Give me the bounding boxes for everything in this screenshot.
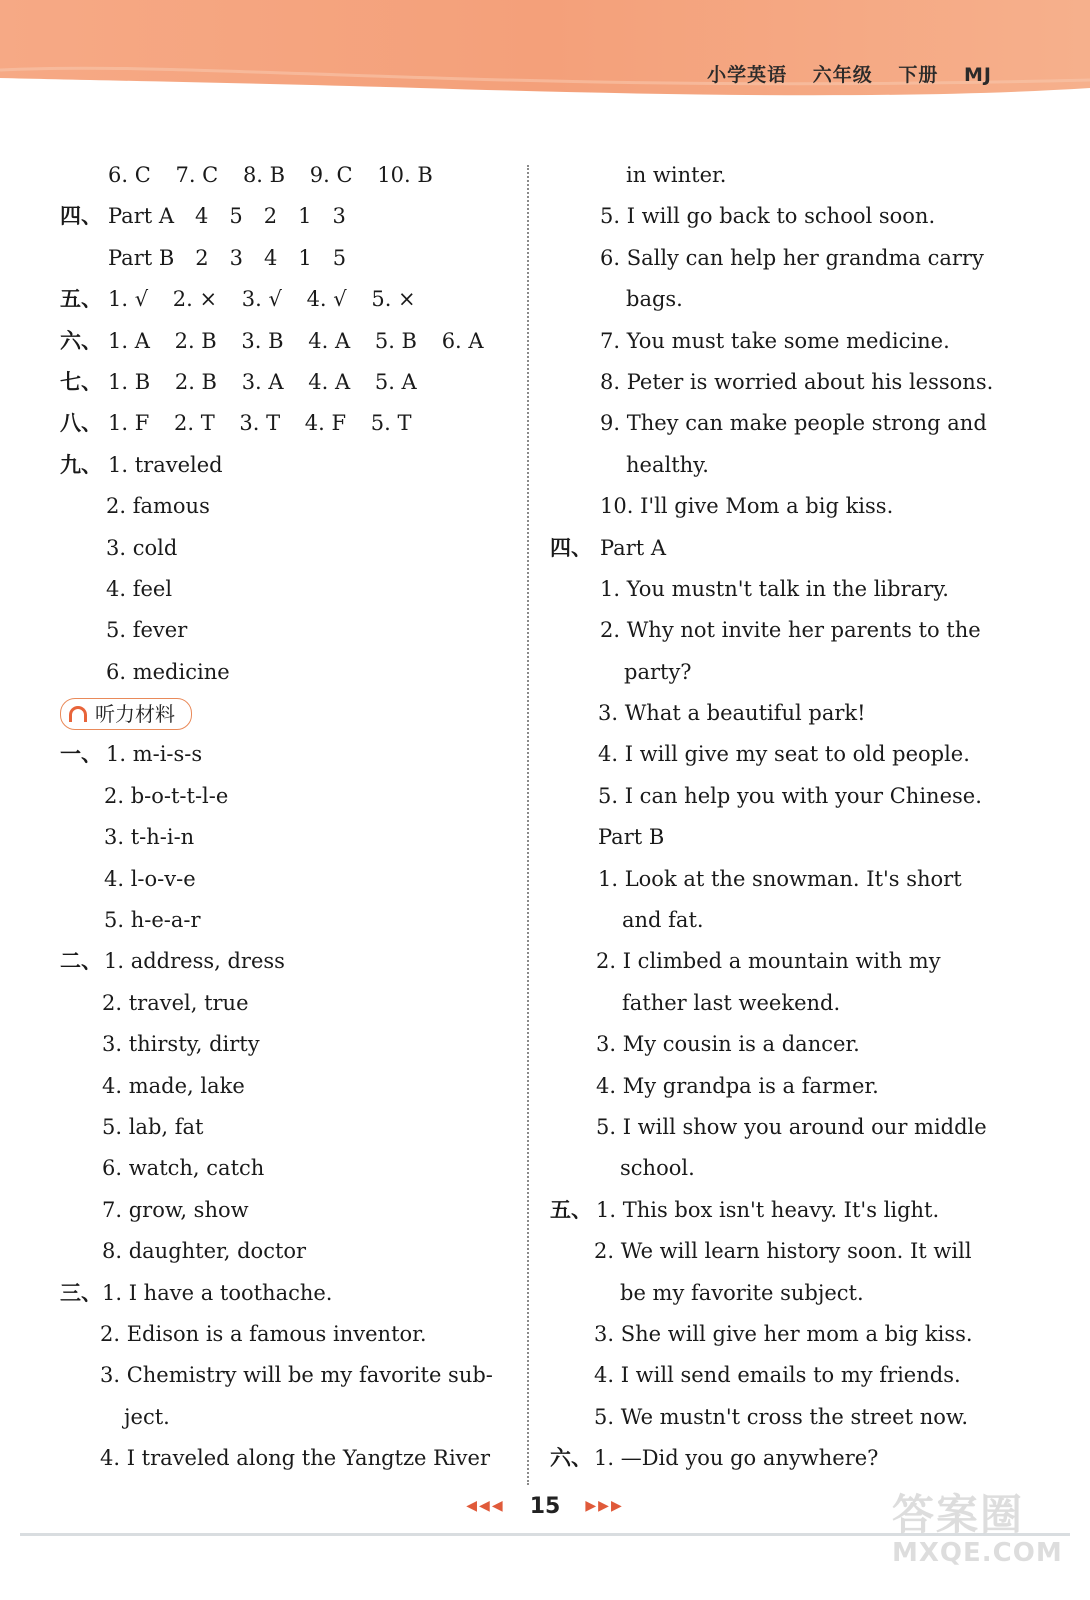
- part-label: Part A: [108, 204, 175, 229]
- answer-item: 3. B: [241, 328, 284, 353]
- answer-item: 8. Peter is worried about his lessons.: [600, 369, 994, 394]
- answer-row: [550, 486, 1000, 527]
- answer-row: [550, 734, 1000, 775]
- answer-item: 4. F: [304, 411, 347, 436]
- watermark-logo: 答案圈: [892, 1490, 1025, 1539]
- headphones-icon: [69, 706, 87, 722]
- answer-item: 3. She will give her mom a big kiss.: [594, 1321, 973, 1346]
- answer-row: [60, 1355, 510, 1396]
- answer-row: [550, 362, 1000, 403]
- answer-item: 1. Look at the snowman. It's short: [598, 866, 962, 891]
- answer-row: [60, 238, 510, 279]
- answer-item: 5. B: [374, 328, 417, 353]
- answer-item: 3. A: [241, 369, 284, 394]
- section-label: 五、: [550, 1197, 592, 1222]
- answer-item: 2. I climbed a mountain with my: [596, 949, 941, 974]
- answer-row: [550, 445, 1000, 486]
- answer-item: 6. A: [441, 328, 484, 353]
- answer-item: 8. daughter, doctor: [102, 1239, 307, 1264]
- header-volume: 下册: [898, 64, 939, 86]
- header-title: [689, 60, 992, 87]
- answer-row: [550, 1314, 1000, 1355]
- answer-item: 1. √: [108, 287, 149, 312]
- column-divider: [527, 165, 529, 1485]
- answer-item: 4. l-o-v-e: [104, 866, 196, 891]
- answer-row: [60, 155, 510, 196]
- answer-item: 3. Chemistry will be my favorite sub-: [100, 1363, 493, 1388]
- answer-item: 10. I'll give Mom a big kiss.: [600, 494, 894, 519]
- part-label: Part B: [108, 245, 175, 270]
- answer-row: [550, 776, 1000, 817]
- listening-section-header: [60, 693, 510, 734]
- section-label: 五、: [60, 287, 102, 312]
- answer-item: in winter.: [626, 163, 727, 187]
- answer-row: [550, 1024, 1000, 1065]
- answer-item: healthy.: [626, 452, 709, 477]
- answer-row: [60, 1148, 510, 1189]
- answer-item: 2. ×: [172, 287, 218, 312]
- answer-row: [60, 1438, 510, 1479]
- answer-item: 5. I will go back to school soon.: [600, 204, 936, 229]
- answer-row: [60, 941, 510, 982]
- answer-row: [60, 1190, 510, 1231]
- answer-row: [60, 1231, 510, 1272]
- answer-row: [60, 1024, 510, 1065]
- answer-item: 1. F: [108, 411, 150, 436]
- answer-item: 6. Sally can help her grandma carry: [600, 245, 984, 270]
- answer-row: [60, 486, 510, 527]
- section-label: 八、: [60, 411, 102, 436]
- left-arrows-icon: ◀◀◀: [466, 1498, 505, 1514]
- answer-item: 4. √: [306, 287, 347, 312]
- answer-item: 1. I have a toothache.: [102, 1280, 333, 1305]
- answer-item: father last weekend.: [622, 990, 841, 1015]
- header-band: [0, 0, 1090, 110]
- answer-item: 4. made, lake: [102, 1073, 245, 1098]
- answer-item: 6. medicine: [106, 659, 230, 684]
- left-column: [60, 155, 510, 1480]
- answer-item: 5. T: [370, 411, 412, 436]
- answer-item: 2. Why not invite her parents to the: [600, 618, 981, 643]
- section-label: 七、: [60, 369, 102, 394]
- answer-item: 4. My grandpa is a farmer.: [596, 1073, 879, 1098]
- answer-item: 8. B: [242, 163, 286, 187]
- answer-row: [550, 983, 1000, 1024]
- answer-row: [60, 1397, 510, 1438]
- answer-item: be my favorite subject.: [620, 1280, 864, 1305]
- listening-tag: [60, 698, 192, 730]
- answer-row: [550, 859, 1000, 900]
- answer-row: [60, 445, 510, 486]
- answer-row: [550, 1190, 1000, 1231]
- answer-item: 1. You mustn't talk in the library.: [600, 576, 949, 601]
- answer-item: 4. A: [308, 369, 351, 394]
- answer-item: 3. thirsty, dirty: [102, 1032, 260, 1057]
- header-edition: MJ: [964, 64, 992, 86]
- answer-item: 5. lab, fat: [102, 1114, 204, 1139]
- answer-row: [60, 1066, 510, 1107]
- answer-item: 9. C: [309, 163, 353, 187]
- answer-item: 3. What a beautiful park!: [598, 701, 866, 726]
- answer-row: [550, 1397, 1000, 1438]
- answer-row: [550, 1066, 1000, 1107]
- answer-row: [60, 817, 510, 858]
- answer-row: [60, 734, 510, 775]
- answer-item: 3. cold: [106, 535, 178, 560]
- answer-item: 1. A: [108, 328, 150, 353]
- section-label: 六、: [60, 328, 102, 353]
- answer-row: [60, 279, 510, 320]
- header-grade: 六年级: [812, 64, 873, 86]
- answer-row: [60, 569, 510, 610]
- answer-item: 5. I can help you with your Chinese.: [598, 783, 982, 808]
- part-label: Part A: [600, 535, 667, 560]
- answer-row: [550, 155, 1000, 196]
- answer-row: [550, 238, 1000, 279]
- answer-row: [60, 196, 510, 237]
- answer-item: 4. I will give my seat to old people.: [598, 742, 970, 767]
- answer-row: [550, 321, 1000, 362]
- answer-row: [60, 900, 510, 941]
- answer-row: [550, 1273, 1000, 1314]
- section-label: 九、: [60, 452, 102, 477]
- answer-row: [60, 652, 510, 693]
- answer-item: 3. √: [241, 287, 282, 312]
- answer-row: [60, 610, 510, 651]
- answer-item: 5. h-e-a-r: [104, 908, 201, 933]
- answer-row: [550, 610, 1000, 651]
- answer-item: 10. B: [377, 163, 433, 187]
- answer-item: 3. t-h-i-n: [104, 825, 195, 850]
- answer-row: [60, 859, 510, 900]
- answer-item: 2. Edison is a famous inventor.: [100, 1321, 427, 1346]
- answer-item: 2. travel, true: [102, 990, 249, 1015]
- listening-tag-label: 听力材料: [95, 702, 175, 727]
- answer-item: 5. ×: [371, 287, 416, 312]
- watermark: [892, 1482, 1062, 1580]
- answer-item: 2. B: [174, 369, 217, 394]
- answer-row: [550, 1231, 1000, 1272]
- answer-row: [60, 776, 510, 817]
- right-column: [550, 155, 1000, 1480]
- answer-item: 1. This box isn't heavy. It's light.: [596, 1197, 940, 1222]
- answer-item: 3. T: [239, 411, 281, 436]
- answer-row: [550, 1438, 1000, 1479]
- answer-row: [550, 900, 1000, 941]
- answer-row: [60, 362, 510, 403]
- answer-item: 7. You must take some medicine.: [600, 328, 950, 353]
- answer-item: 6. watch, catch: [102, 1156, 265, 1181]
- answer-item: 1. traveled: [108, 452, 223, 477]
- answer-item: school.: [620, 1156, 695, 1181]
- answer-item: 2. famous: [106, 494, 210, 519]
- answer-row: [60, 983, 510, 1024]
- section-label: 三、: [60, 1280, 102, 1305]
- answer-item: 7. C: [175, 163, 219, 187]
- answer-item: 4. A: [308, 328, 351, 353]
- answer-row: [60, 528, 510, 569]
- section-label: 一、: [60, 742, 102, 767]
- header-subject: 小学英语: [707, 64, 788, 86]
- answer-row: [550, 652, 1000, 693]
- answer-row: [60, 1273, 510, 1314]
- part-label: Part B: [598, 825, 665, 850]
- answer-item: 2. b-o-t-t-l-e: [104, 783, 229, 808]
- answer-row: [60, 403, 510, 444]
- answer-item: party?: [624, 659, 692, 684]
- answer-row: [550, 1107, 1000, 1148]
- answer-row: [550, 279, 1000, 320]
- answer-row: [550, 1355, 1000, 1396]
- section-label: 四、: [60, 204, 102, 229]
- answer-item: 2 3 4 1 5: [195, 245, 347, 270]
- answer-item: 2. T: [173, 411, 215, 436]
- answer-item: 1. B: [108, 369, 151, 394]
- answer-item: ject.: [124, 1404, 170, 1429]
- answer-row: [60, 321, 510, 362]
- answer-item: 4. I traveled along the Yangtze River: [100, 1446, 491, 1471]
- answer-row: [550, 941, 1000, 982]
- section-label: 六、: [550, 1446, 592, 1471]
- answer-item: 2. We will learn history soon. It will: [594, 1239, 972, 1264]
- answer-item: 1. m-i-s-s: [106, 742, 203, 767]
- answer-row: [550, 528, 1000, 569]
- answer-item: 1. address, dress: [104, 949, 285, 974]
- answer-item: 6. C: [108, 163, 151, 187]
- page-number: 15: [529, 1494, 561, 1519]
- answer-item: and fat.: [622, 908, 704, 933]
- answer-row: [550, 1148, 1000, 1189]
- answer-item: 5. We mustn't cross the street now.: [594, 1404, 969, 1429]
- section-label: 二、: [60, 949, 102, 974]
- answer-item: 5. I will show you around our middle: [596, 1114, 987, 1139]
- answer-row: [550, 817, 1000, 858]
- answer-item: 2. B: [174, 328, 217, 353]
- answer-row: [550, 569, 1000, 610]
- answer-item: 4. feel: [106, 576, 173, 601]
- answer-item: 4 5 2 1 3: [195, 204, 346, 229]
- answer-row: [60, 1107, 510, 1148]
- answer-item: 1. —Did you go anywhere?: [594, 1446, 879, 1471]
- answer-row: [550, 693, 1000, 734]
- answer-item: 5. fever: [106, 618, 188, 643]
- answer-item: 3. My cousin is a dancer.: [596, 1032, 860, 1057]
- watermark-url: MXQE.COM: [892, 1538, 1063, 1568]
- answer-row: [60, 1314, 510, 1355]
- answer-item: 9. They can make people strong and: [600, 411, 987, 436]
- answer-row: [550, 196, 1000, 237]
- answer-item: bags.: [626, 287, 683, 312]
- section-label: 四、: [550, 535, 592, 560]
- answer-item: 5. A: [374, 369, 417, 394]
- answer-item: 4. I will send emails to my friends.: [594, 1363, 961, 1388]
- answer-row: [550, 403, 1000, 444]
- right-arrows-icon: ▶▶▶: [585, 1498, 624, 1514]
- answer-item: 7. grow, show: [102, 1197, 249, 1222]
